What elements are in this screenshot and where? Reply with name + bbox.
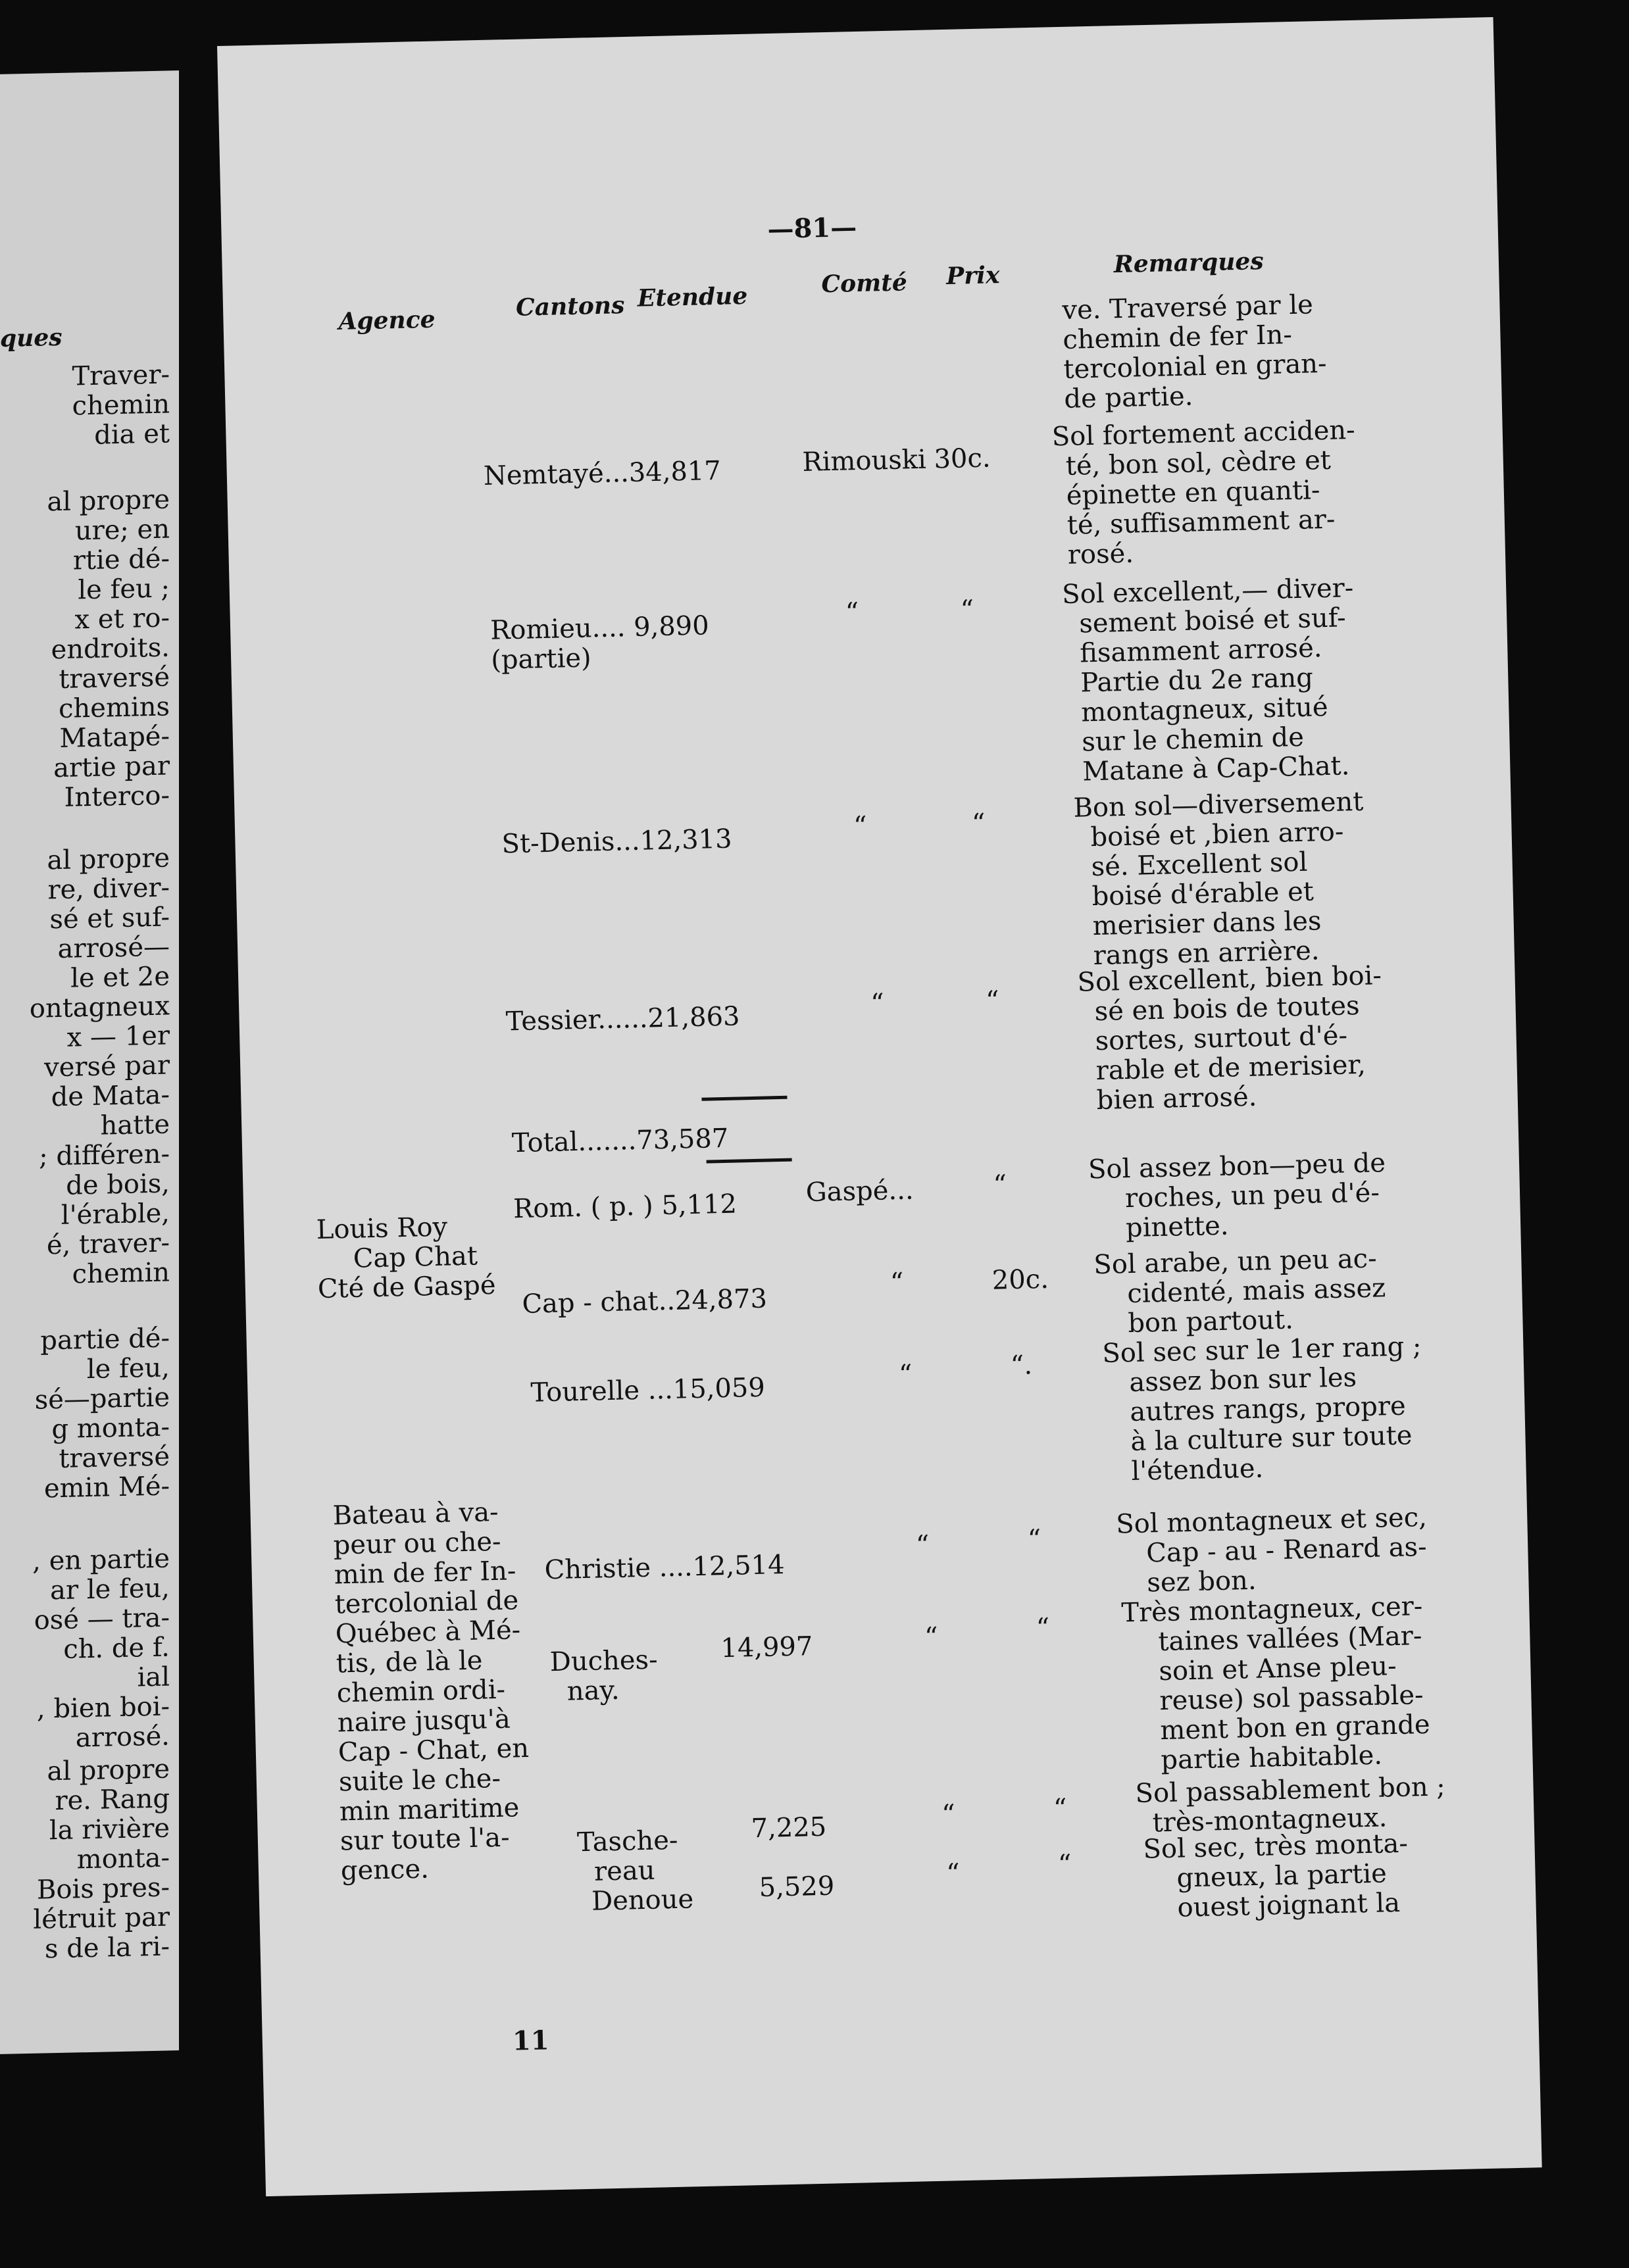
remark-line: à la culture sur toute	[1130, 1420, 1413, 1458]
left-line: re. Rang	[55, 1783, 170, 1817]
etendue-cell: 14,997	[720, 1631, 813, 1664]
left-line: ; différen-	[39, 1139, 170, 1172]
remark-line: Sol sec, très monta-	[1143, 1828, 1409, 1865]
remark-line: ment bon en grande	[1159, 1709, 1430, 1746]
signature-mark: 11	[512, 2025, 550, 2057]
remark-line: taines vallées (Mar-	[1157, 1621, 1422, 1658]
agency-bateau-line: Cap - Chat, en	[338, 1733, 530, 1768]
left-line: Traver-	[72, 359, 170, 392]
remark-line: assez bon sur les	[1128, 1362, 1357, 1398]
total-rule-top	[701, 1096, 787, 1101]
canton-tessier: Tessier......21,863	[505, 1001, 740, 1037]
left-line: , en partie	[32, 1543, 170, 1577]
left-line: traversé	[59, 1441, 170, 1474]
left-line: le feu ;	[78, 573, 170, 606]
left-line: chemins	[59, 691, 170, 724]
left-line: é, traver-	[46, 1227, 170, 1261]
left-line: Bois pres-	[37, 1872, 170, 1906]
remark-line: sortes, surtout d'é-	[1095, 1020, 1348, 1057]
remark-line: Sol montagneux et sec,	[1115, 1502, 1428, 1540]
left-line: le feu,	[86, 1352, 170, 1385]
canton-denoue: Denoue	[591, 1884, 694, 1917]
left-line: rtie dé-	[72, 543, 170, 576]
comte-cell: Gaspé...	[805, 1175, 915, 1208]
remark-line: de partie.	[1063, 381, 1193, 414]
left-line: traversé	[59, 662, 170, 695]
prix-cell: “	[993, 1170, 1007, 1200]
agency-bateau-line: peur ou che-	[333, 1526, 502, 1561]
remark-line: sé en bois de toutes	[1094, 990, 1361, 1027]
remark-line: fisamment arrosé.	[1079, 633, 1322, 669]
left-line: osé — tra-	[34, 1602, 170, 1636]
prix-cell: “	[1057, 1849, 1072, 1880]
agency-bateau-line: Québec à Mé-	[335, 1615, 521, 1650]
remark-line: gneux, la partie	[1176, 1858, 1388, 1894]
comte-cell: “	[898, 1359, 913, 1391]
comte-cell: “	[890, 1267, 904, 1298]
remark-line: ve. Traversé par le	[1061, 289, 1314, 326]
agency-louis-roy-line: Cté de Gaspé	[317, 1270, 497, 1305]
main-page	[217, 17, 1542, 2196]
remark-line: Cap - au - Renard as-	[1145, 1531, 1428, 1569]
left-line: endroits.	[51, 632, 170, 666]
agency-bateau-line: min de fer In-	[334, 1556, 516, 1590]
left-line: dia et	[94, 418, 170, 451]
prix-cell: “	[960, 595, 974, 626]
remark-line: chemin de fer In-	[1062, 320, 1293, 355]
canton-romieu-partie: (partie)	[490, 643, 592, 676]
remark-line: té, suffisamment ar-	[1066, 504, 1336, 541]
remark-line: autres rangs, propre	[1129, 1391, 1407, 1428]
comte-cell: “	[853, 810, 868, 842]
comte-cell: “	[941, 1799, 956, 1830]
left-line: ch. de f.	[63, 1632, 170, 1665]
canton-nemtaye: Nemtayé...34,817	[483, 455, 722, 491]
comte-cell: Rimouski	[802, 444, 927, 478]
remark-line: Matane à Cap-Chat.	[1082, 751, 1350, 787]
remark-line: sement boisé et suf-	[1078, 603, 1347, 639]
remark-line: merisier dans les	[1092, 906, 1322, 942]
left-line: arrosé—	[57, 931, 170, 965]
left-line: s de la ri-	[44, 1931, 170, 1965]
remark-line: boisé d'érable et	[1091, 876, 1315, 912]
remark-line: Sol excellent,— diver-	[1061, 573, 1354, 610]
agency-bateau-line: sur toute l'a-	[339, 1822, 511, 1857]
remark-line: Partie du 2e rang	[1080, 662, 1314, 699]
agency-bateau-line: chemin ordi-	[336, 1674, 506, 1709]
remark-line: sur le chemin de	[1081, 722, 1305, 758]
remark-line: montagneux, situé	[1080, 691, 1329, 728]
left-line: x — 1er	[66, 1020, 170, 1053]
canton-duchesnay-cont: nay.	[566, 1675, 620, 1707]
remark-line: bon partout.	[1127, 1304, 1294, 1339]
left-line: de Mata-	[51, 1079, 170, 1113]
left-line: monta-	[76, 1842, 170, 1875]
left-line: arrosé.	[75, 1721, 170, 1754]
comte-cell: “	[845, 597, 859, 628]
remark-line: Très montagneux, cer-	[1120, 1591, 1423, 1629]
agency-louis-roy: Louis Roy	[316, 1212, 448, 1246]
header-agence: Agence	[338, 305, 436, 335]
canton-duchesnay: Duches-	[549, 1644, 659, 1678]
total-row: Total.......73,587	[511, 1123, 729, 1159]
left-line: le et 2e	[70, 961, 170, 994]
left-line: létruit par	[33, 1902, 170, 1935]
comte-cell: “	[870, 988, 885, 1019]
remark-line: sez bon.	[1146, 1565, 1257, 1598]
left-line: partie dé-	[40, 1323, 170, 1356]
left-line: al propre	[47, 843, 170, 876]
left-line: artie par	[53, 751, 170, 784]
agency-louis-roy-line: Cap Chat	[353, 1241, 478, 1274]
remark-line: ouest joignant la	[1177, 1887, 1401, 1923]
remark-line: soin et Anse pleu-	[1158, 1650, 1397, 1687]
left-line: al propre	[47, 1754, 170, 1787]
left-line: Interco-	[64, 780, 170, 813]
comte-cell: “	[924, 1621, 939, 1653]
left-line: x et ro-	[74, 603, 170, 635]
remark-line: roches, un peu d'é-	[1124, 1177, 1380, 1214]
left-line: Matapé-	[59, 721, 170, 754]
left-line: de bois,	[66, 1168, 170, 1201]
etendue-cell: 5,529	[759, 1871, 835, 1904]
remark-line: l'étendue.	[1131, 1453, 1264, 1487]
prix-cell: “	[1027, 1524, 1041, 1555]
left-line: al propre	[47, 484, 170, 518]
page-number: —81—	[767, 212, 857, 245]
comte-cell: “	[945, 1858, 961, 1889]
left-line: re, diver-	[47, 872, 170, 906]
left-line: , bien boi-	[37, 1691, 170, 1725]
remark-line: très-montagneux.	[1152, 1802, 1388, 1838]
prix-cell: 30c.	[934, 443, 991, 475]
left-line: ontagneux	[29, 991, 170, 1024]
left-line: ar le feu,	[50, 1573, 170, 1606]
canton-st-denis: St-Denis...12,313	[501, 824, 732, 860]
left-line: emin Mé-	[43, 1471, 170, 1504]
remark-line: tercolonial en gran-	[1063, 348, 1328, 385]
comte-cell: “	[915, 1530, 930, 1561]
agency-bateau: Bateau à va-	[332, 1496, 499, 1531]
left-line: sé—partie	[34, 1382, 170, 1416]
canton-cap-chat: Cap - chat..24,873	[521, 1283, 768, 1319]
agency-bateau-line: tis, de là le	[336, 1645, 483, 1679]
agency-bateau-line: gence.	[340, 1854, 430, 1886]
canton-christie: Christie ....12,514	[544, 1550, 786, 1586]
remark-line: té, bon sol, cèdre et	[1065, 445, 1332, 481]
remark-line: Sol excellent, bien boi-	[1077, 960, 1382, 998]
agency-bateau-line: naire jusqu'à	[337, 1704, 511, 1738]
left-line: versé par	[44, 1050, 170, 1083]
remark-line: pinette.	[1125, 1210, 1229, 1244]
prix-cell: “	[985, 985, 1000, 1016]
canton-tourelle: Tourelle ...15,059	[530, 1372, 766, 1408]
header-cantons: Cantons	[515, 291, 625, 322]
remark-line: Sol sec sur le 1er rang ;	[1101, 1331, 1422, 1369]
left-line: chemin	[72, 389, 170, 422]
agency-bateau-line: min maritime	[339, 1792, 520, 1827]
remark-line: sé. Excellent sol	[1091, 847, 1308, 883]
prix-cell: “	[971, 808, 986, 839]
canton-romieu: Romieu.... 9,890	[489, 610, 710, 646]
remark-line: Sol fortement acciden-	[1051, 414, 1356, 453]
remark-line: boisé et ,bien arro-	[1090, 816, 1344, 853]
left-page-header: ques	[0, 323, 63, 353]
remark-line: rable et de merisier,	[1095, 1049, 1366, 1087]
header-prix: Prix	[945, 261, 1000, 290]
prix-cell: “.	[1010, 1350, 1033, 1381]
total-rule-bottom	[707, 1158, 792, 1164]
left-line: hatte	[100, 1109, 170, 1141]
remark-line: partie habitable.	[1160, 1740, 1383, 1776]
remark-line: reuse) sol passable-	[1159, 1680, 1424, 1717]
remark-line: bien arrosé.	[1096, 1081, 1257, 1116]
remark-line: rangs en arrière.	[1093, 935, 1320, 972]
etendue-cell: 7,225	[751, 1812, 827, 1844]
left-page-fragment	[0, 70, 179, 2054]
left-line: l'érable,	[61, 1198, 170, 1231]
prix-cell: “	[1053, 1793, 1068, 1824]
prix-cell: “	[1036, 1612, 1050, 1644]
agency-bateau-line: suite le che-	[338, 1763, 501, 1798]
remark-line: Sol arabe, un peu ac-	[1093, 1243, 1378, 1281]
canton-taschereau: Tasche-	[576, 1825, 678, 1858]
remark-line: Sol passablement bon ;	[1135, 1771, 1446, 1810]
left-line: ure; en	[74, 514, 170, 547]
remark-line: rosé.	[1067, 538, 1134, 570]
header-etendue: Etendue	[637, 282, 748, 312]
header-comte: Comté	[820, 268, 908, 299]
left-line: sé et suf-	[49, 902, 170, 935]
left-line: la rivière	[49, 1813, 170, 1846]
agency-bateau-line: tercolonial de	[334, 1585, 519, 1620]
remark-line: Bon sol—diversement	[1073, 786, 1364, 824]
left-line: g monta-	[51, 1412, 170, 1445]
canton-taschereau-cont: reau	[593, 1855, 656, 1887]
header-remarques: Remarques	[1113, 247, 1265, 279]
canton-rom-p: Rom. ( p. ) 5,112	[513, 1189, 738, 1225]
remark-line: épinette en quanti-	[1066, 475, 1320, 511]
left-line: ial	[137, 1662, 170, 1693]
prix-cell: 20c.	[991, 1264, 1049, 1296]
remark-line: cidenté, mais assez	[1126, 1273, 1386, 1310]
left-line: chemin	[72, 1257, 170, 1290]
remark-line: Sol assez bon—peu de	[1088, 1148, 1386, 1185]
